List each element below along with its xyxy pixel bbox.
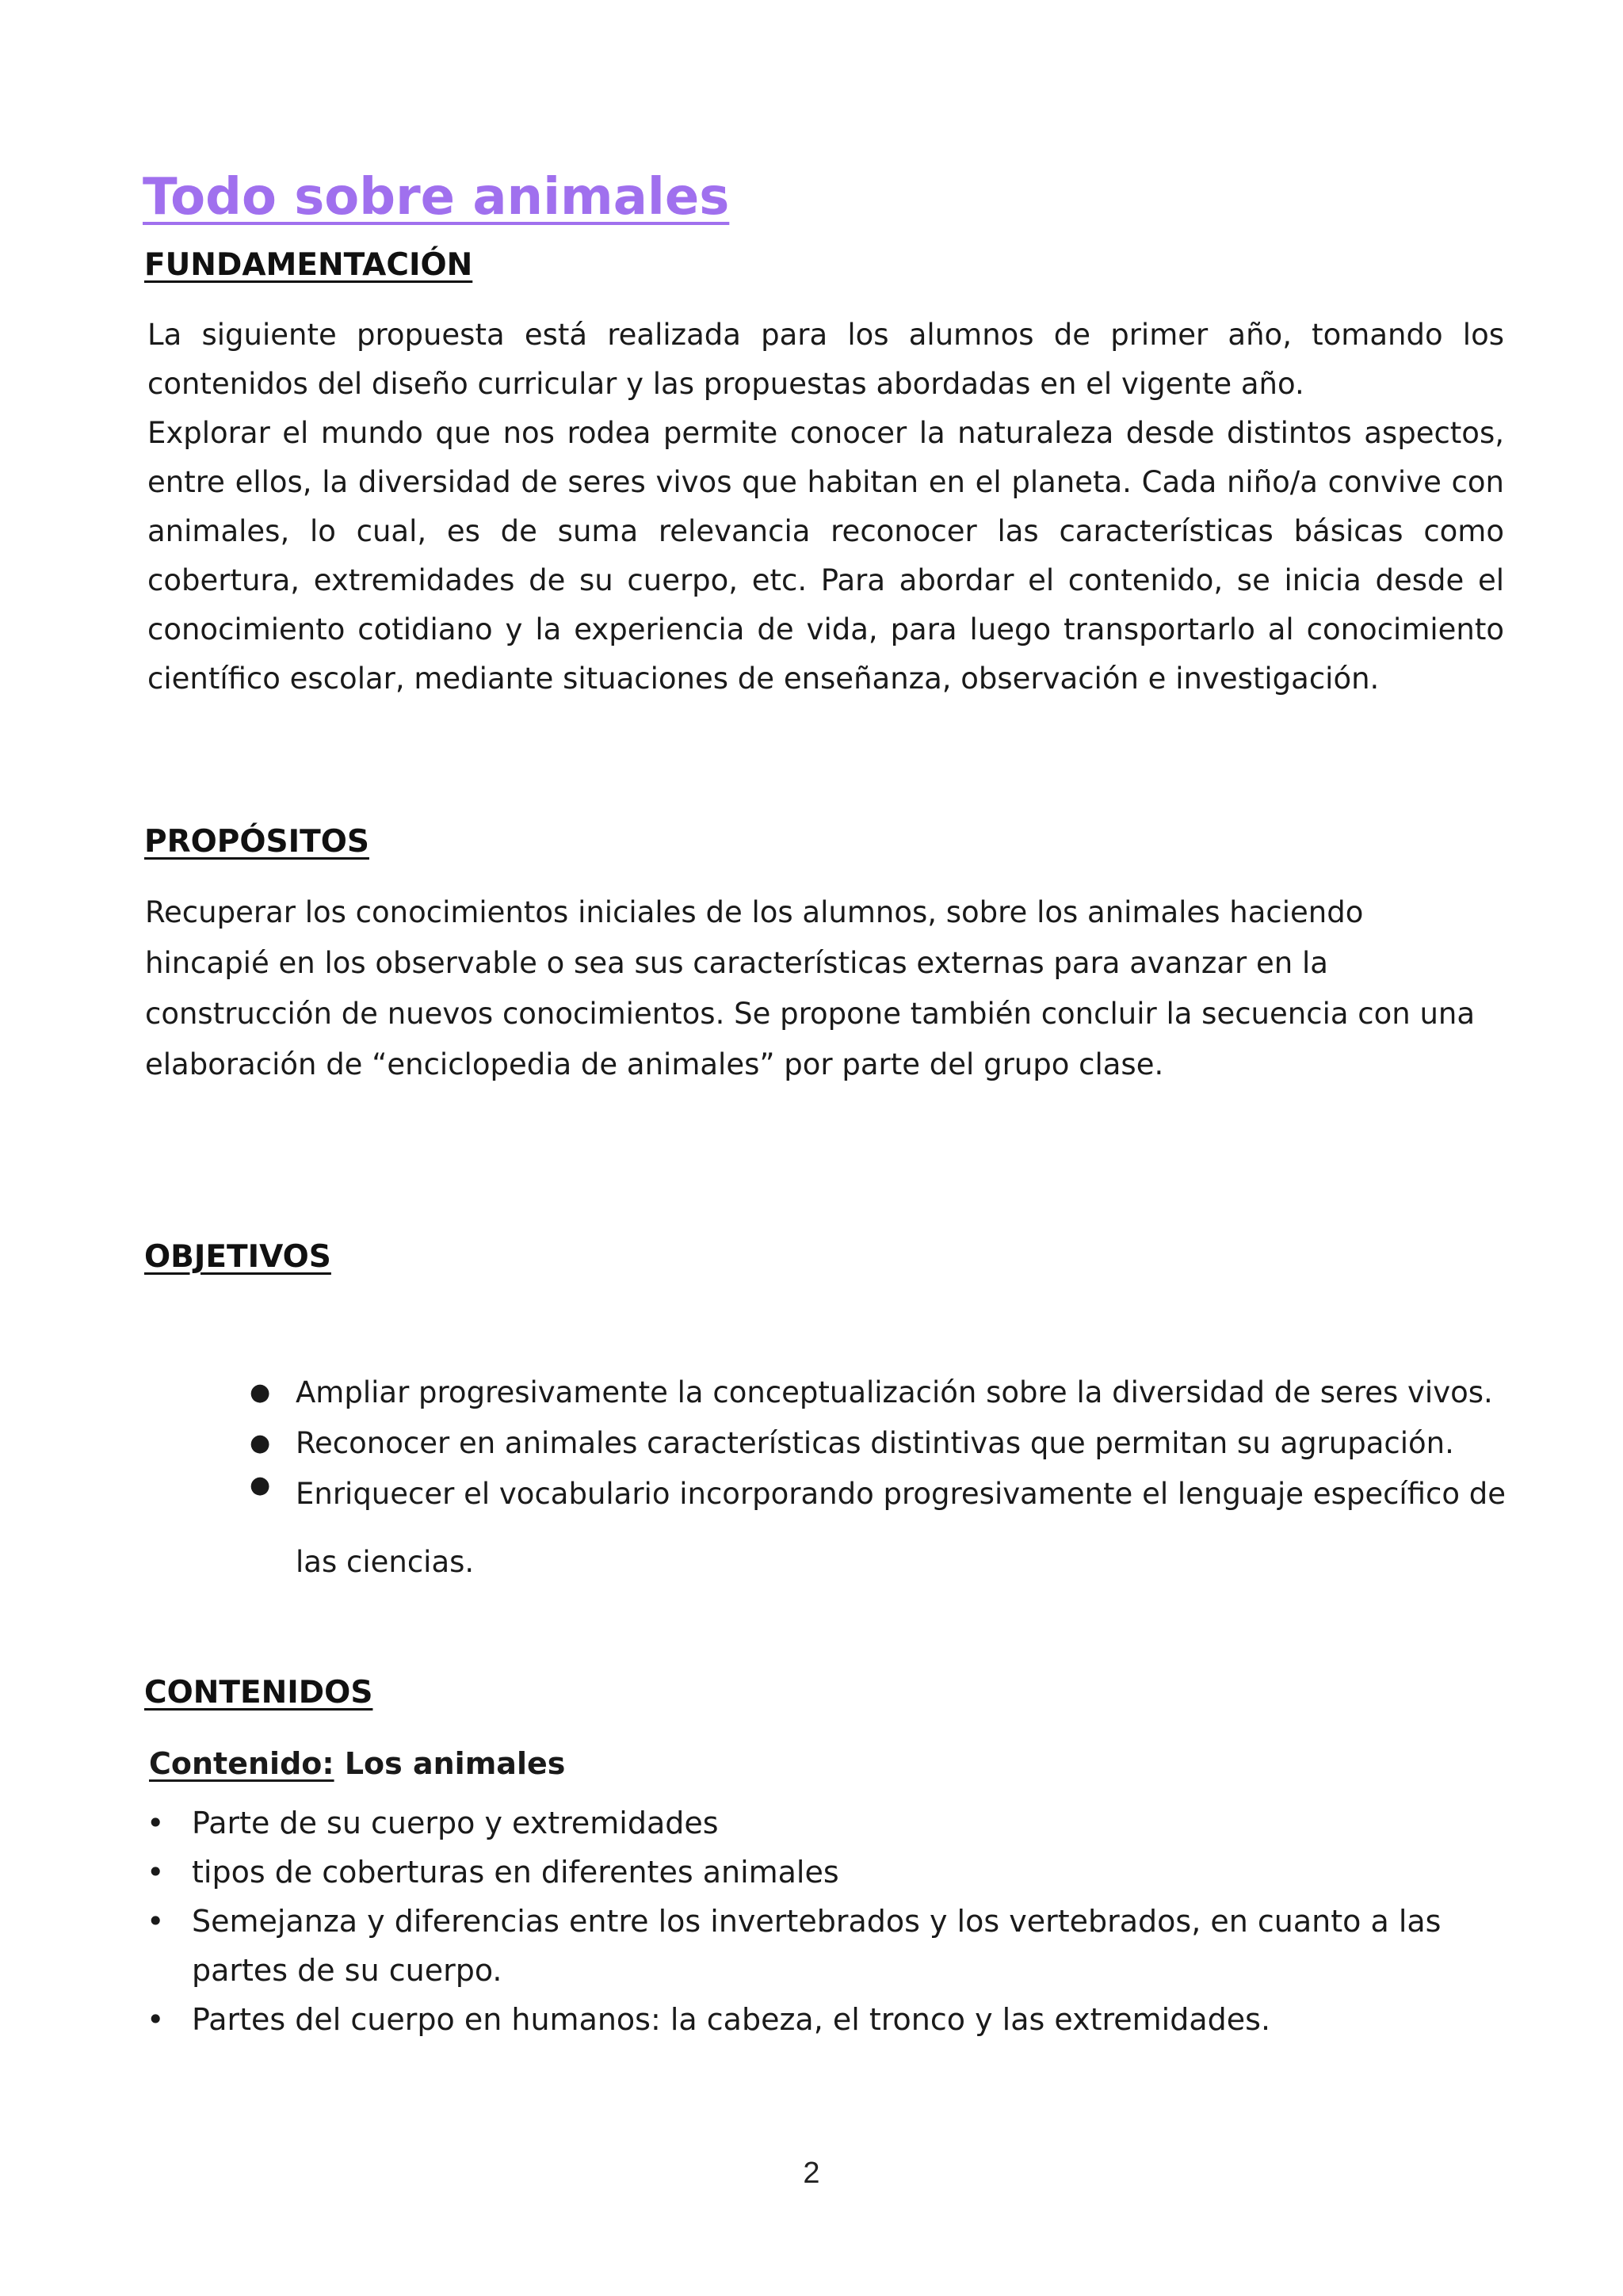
contenido-item-text: Partes del cuerpo en humanos: la cabeza, el tronco y las extremidades. bbox=[192, 2002, 1271, 2037]
bullet-icon: • bbox=[147, 2002, 165, 2037]
objetivos-list bbox=[242, 1367, 1506, 1596]
contenidos-list bbox=[147, 1798, 1510, 2044]
list-item bbox=[147, 1995, 1510, 2044]
contenido-item-text: Semejanza y diferencias entre los invertebrados y los vertebrados, en cuanto a las partes de su cuerpo. bbox=[192, 1904, 1442, 1988]
list-item bbox=[242, 1460, 1506, 1596]
propositos-heading: PROPÓSITOS bbox=[144, 824, 369, 860]
bullet-icon: • bbox=[147, 1855, 165, 1890]
bullet-icon: • bbox=[147, 1806, 165, 1840]
objetivo-text: Ampliar progresivamente la conceptualización sobre la diversidad de seres vivos. bbox=[296, 1375, 1493, 1409]
list-item bbox=[147, 1798, 1510, 1848]
propositos-line-2: hincapié en los observable o sea sus características externas para avanzar en la bbox=[145, 946, 1328, 980]
propositos-line-1: Recuperar los conocimientos iniciales de los alumnos, sobre los animales haciendo bbox=[145, 895, 1364, 929]
contenido-subheading bbox=[149, 1746, 565, 1781]
contenido-label: Contenido: bbox=[149, 1746, 334, 1781]
list-item bbox=[242, 1367, 1506, 1418]
contenido-item-text: tipos de coberturas en diferentes animales bbox=[192, 1855, 839, 1890]
fundamentacion-paragraph-1: La siguiente propuesta está realizada para los alumnos de primer año, tomando los contenidos del diseño curricular y las propuestas abordadas en el vigente año. bbox=[147, 318, 1504, 401]
propositos-line-4: elaboración de “enciclopedia de animales” por parte del grupo clase. bbox=[145, 1047, 1164, 1081]
fundamentacion-body bbox=[147, 311, 1504, 704]
fundamentacion-heading: FUNDAMENTACIÓN bbox=[144, 247, 473, 283]
contenido-item-text: Parte de su cuerpo y extremidades bbox=[192, 1806, 719, 1840]
page-number: 2 bbox=[803, 2157, 820, 2190]
propositos-line-3: construcción de nuevos conocimientos. Se propone también concluir la secuencia con una bbox=[145, 997, 1476, 1031]
bullet-icon: ● bbox=[250, 1379, 271, 1406]
bullet-icon: ● bbox=[250, 1471, 271, 1499]
bullet-icon: • bbox=[147, 1904, 165, 1939]
bullet-icon: ● bbox=[250, 1429, 271, 1457]
objetivo-text: Enriquecer el vocabulario incorporando progresivamente el lenguaje específico de las ciencias. bbox=[296, 1477, 1507, 1579]
document-title: Todo sobre animales bbox=[143, 168, 730, 227]
contenido-topic: Los animales bbox=[344, 1746, 566, 1781]
list-item bbox=[147, 1848, 1510, 1897]
list-item bbox=[147, 1897, 1510, 1995]
objetivo-text: Reconocer en animales características distintivas que permitan su agrupación. bbox=[296, 1426, 1454, 1460]
objetivos-heading: OBJETIVOS bbox=[144, 1239, 331, 1275]
propositos-body bbox=[145, 887, 1502, 1090]
contenidos-heading: CONTENIDOS bbox=[144, 1675, 373, 1711]
fundamentacion-paragraph-2: Explorar el mundo que nos rodea permite conocer la naturaleza desde distintos aspectos, entre ellos, la diversidad de seres vivos que habitan en el planeta. Cada niño/a convive con animales, lo cual, es de suma relevancia reconocer las características básicas como cobertura, extremidades de su cuerpo, etc. Para abordar el contenido, se inicia desde el conocimiento cotidiano y la experiencia de vida, para luego transportarlo al conocimiento científico escolar, mediante situaciones de enseñanza, observación e investigación. bbox=[147, 416, 1504, 696]
